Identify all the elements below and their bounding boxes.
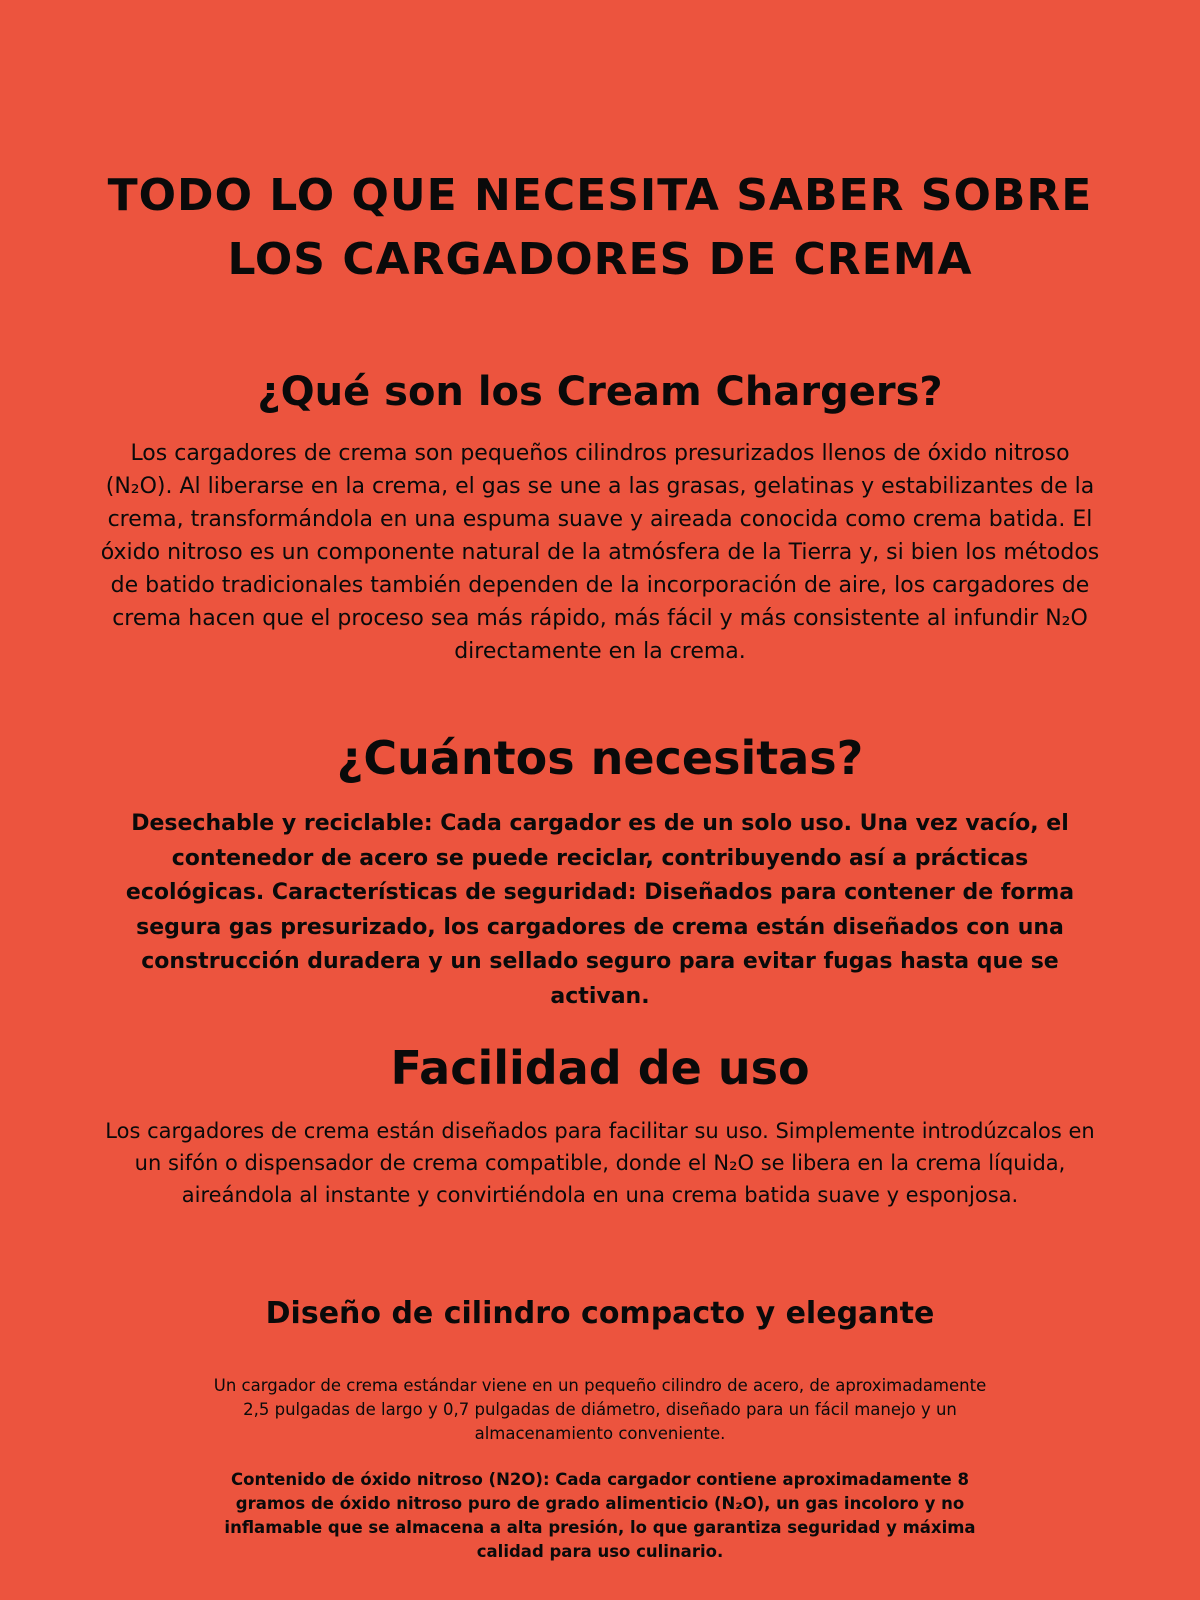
- section-body-ease-of-use: Los cargadores de crema están diseñados para facilitar su uso. Simplemente introdúzcalos en un sifón o dispensador de crema compatible, donde el N₂O se libera en la crema líquida, aireándola al instante y convirtiéndola en una crema batida suave y esponjosa.: [105, 1119, 1095, 1207]
- page-title: TODO LO QUE NECESITA SABER SOBRE LOS CARGADORES DE CREMA: [107, 170, 1093, 285]
- section-heading-cylinder-design: Diseño de cilindro compacto y elegante: [265, 1296, 935, 1331]
- section-heading-what-are-chargers: ¿Qué son los Cream Chargers?: [257, 369, 943, 415]
- section-body-what-are-chargers: Los cargadores de crema son pequeños cilindros presurizados llenos de óxido nitroso (N₂O). Al liberarse en la crema, el gas se une a las grasas, gelatinas y estabilizantes de la crema, transformándola en una espuma suave y aireada conocida como crema batida. El óxido nitroso es un componente natural de la atmósfera de la Tierra y, si bien los métodos de batido tradicionales también dependen de la incorporación de aire, los cargadores de crema hacen que el proceso sea más rápido, más fácil y más consistente al infundir N₂O directamente en la crema.: [100, 441, 1100, 664]
- section-body-how-many: Desechable y reciclable: Cada cargador es de un solo uso. Una vez vacío, el contenedor de acero se puede reciclar, contribuyendo así a prácticas ecológicas. Características de seguridad: Diseñados para contener de forma segura gas presurizado, los cargadores de crema están diseñados con una construcción duradera y un sellado seguro para evitar fugas hasta que se activan.: [125, 811, 1075, 1009]
- section-heading-ease-of-use: Facilidad de uso: [390, 1041, 810, 1095]
- section-body-cylinder-design: Un cargador de crema estándar viene en un pequeño cilindro de acero, de aproximadamente 2,5 pulgadas de largo y 0,7 pulgadas de diámetro, diseñado para un fácil manejo y un almacenamiento conveniente.: [213, 1376, 987, 1443]
- section-body-nitrous-content: Contenido de óxido nitroso (N2O): Cada cargador contiene aproximadamente 8 gramos de óxido nitroso puro de grado alimenticio (N₂O), un gas incoloro y no inflamable que se almacena a alta presión, lo que garantiza seguridad y máxima calidad para uso culinario.: [224, 1470, 976, 1561]
- section-heading-how-many: ¿Cuántos necesitas?: [336, 731, 864, 785]
